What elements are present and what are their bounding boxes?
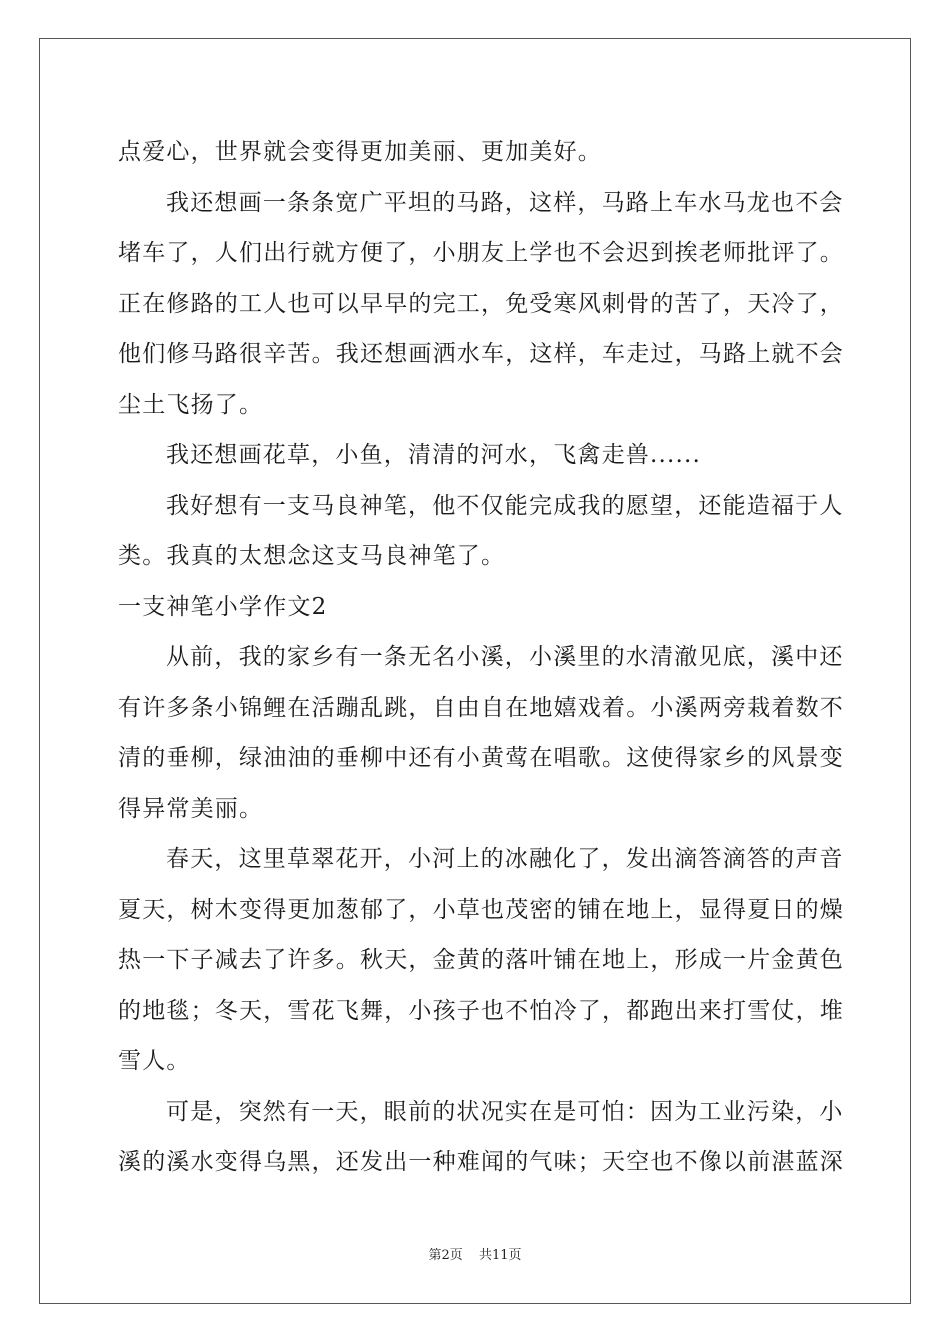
text-line: 热一下子减去了许多。秋天，金黄的落叶铺在地上，形成一片金黄色 bbox=[118, 947, 844, 973]
page-number-current: 第2页 bbox=[428, 1248, 463, 1263]
text-line: 尘土飞扬了。 bbox=[118, 391, 264, 418]
text-line: 有许多条小锦鲤在活蹦乱跳，自由自在地嬉戏着。小溪两旁栽着数不 bbox=[118, 694, 844, 721]
text-line: 从前，我的家乡有一条无名小溪，小溪里的水清澈见底，溪中还 bbox=[166, 644, 844, 670]
text-line: 的地毯；冬天，雪花飞舞，小孩子也不怕冷了，都跑出来打雪仗，堆 bbox=[118, 997, 844, 1024]
section-heading: 一支神笔小学作文2 bbox=[118, 593, 328, 620]
text-line: 春天，这里草翠花开，小河上的冰融化了，发出滴答滴答的声音 bbox=[166, 846, 844, 872]
text-line: 堵车了，人们出行就方便了，小朋友上学也不会迟到挨老师批评了。 bbox=[118, 240, 844, 266]
text-line: 我好想有一支马良神笔，他不仅能完成我的愿望，还能造福于人 bbox=[166, 492, 844, 519]
text-line: 清的垂柳，绿油油的垂柳中还有小黄莺在唱歌。这使得家乡的风景变 bbox=[118, 745, 844, 771]
text-line: 类。我真的太想念这支马良神笔了。 bbox=[118, 543, 506, 569]
page-footer bbox=[0, 1244, 950, 1263]
text-line: 我还想画一条条宽广平坦的马路，这样，马路上车水马龙也不会 bbox=[166, 189, 844, 216]
text-line: 他们修马路很辛苦。我还想画洒水车，这样，车走过，马路上就不会 bbox=[118, 341, 844, 367]
text-line: 我还想画花草，小鱼，清清的河水，飞禽走兽...... bbox=[166, 442, 702, 468]
text-line: 点爱心，世界就会变得更加美丽、更加美好。 bbox=[118, 139, 602, 165]
text-line: 雪人。 bbox=[118, 1048, 191, 1074]
text-line: 正在修路的工人也可以早早的完工，免受寒风刺骨的苦了，天冷了， bbox=[118, 290, 844, 317]
document-body bbox=[118, 127, 844, 1188]
text-line: 溪的溪水变得乌黑，还发出一种难闻的气味；天空也不像以前湛蓝深 bbox=[118, 1149, 844, 1175]
text-line: 得异常美丽。 bbox=[118, 795, 264, 822]
page-number-total: 共11页 bbox=[478, 1248, 522, 1263]
text-line: 夏天，树木变得更加葱郁了，小草也茂密的铺在地上，显得夏日的燥 bbox=[118, 896, 844, 923]
text-line: 可是，突然有一天，眼前的状况实在是可怕：因为工业污染，小 bbox=[166, 1098, 844, 1125]
